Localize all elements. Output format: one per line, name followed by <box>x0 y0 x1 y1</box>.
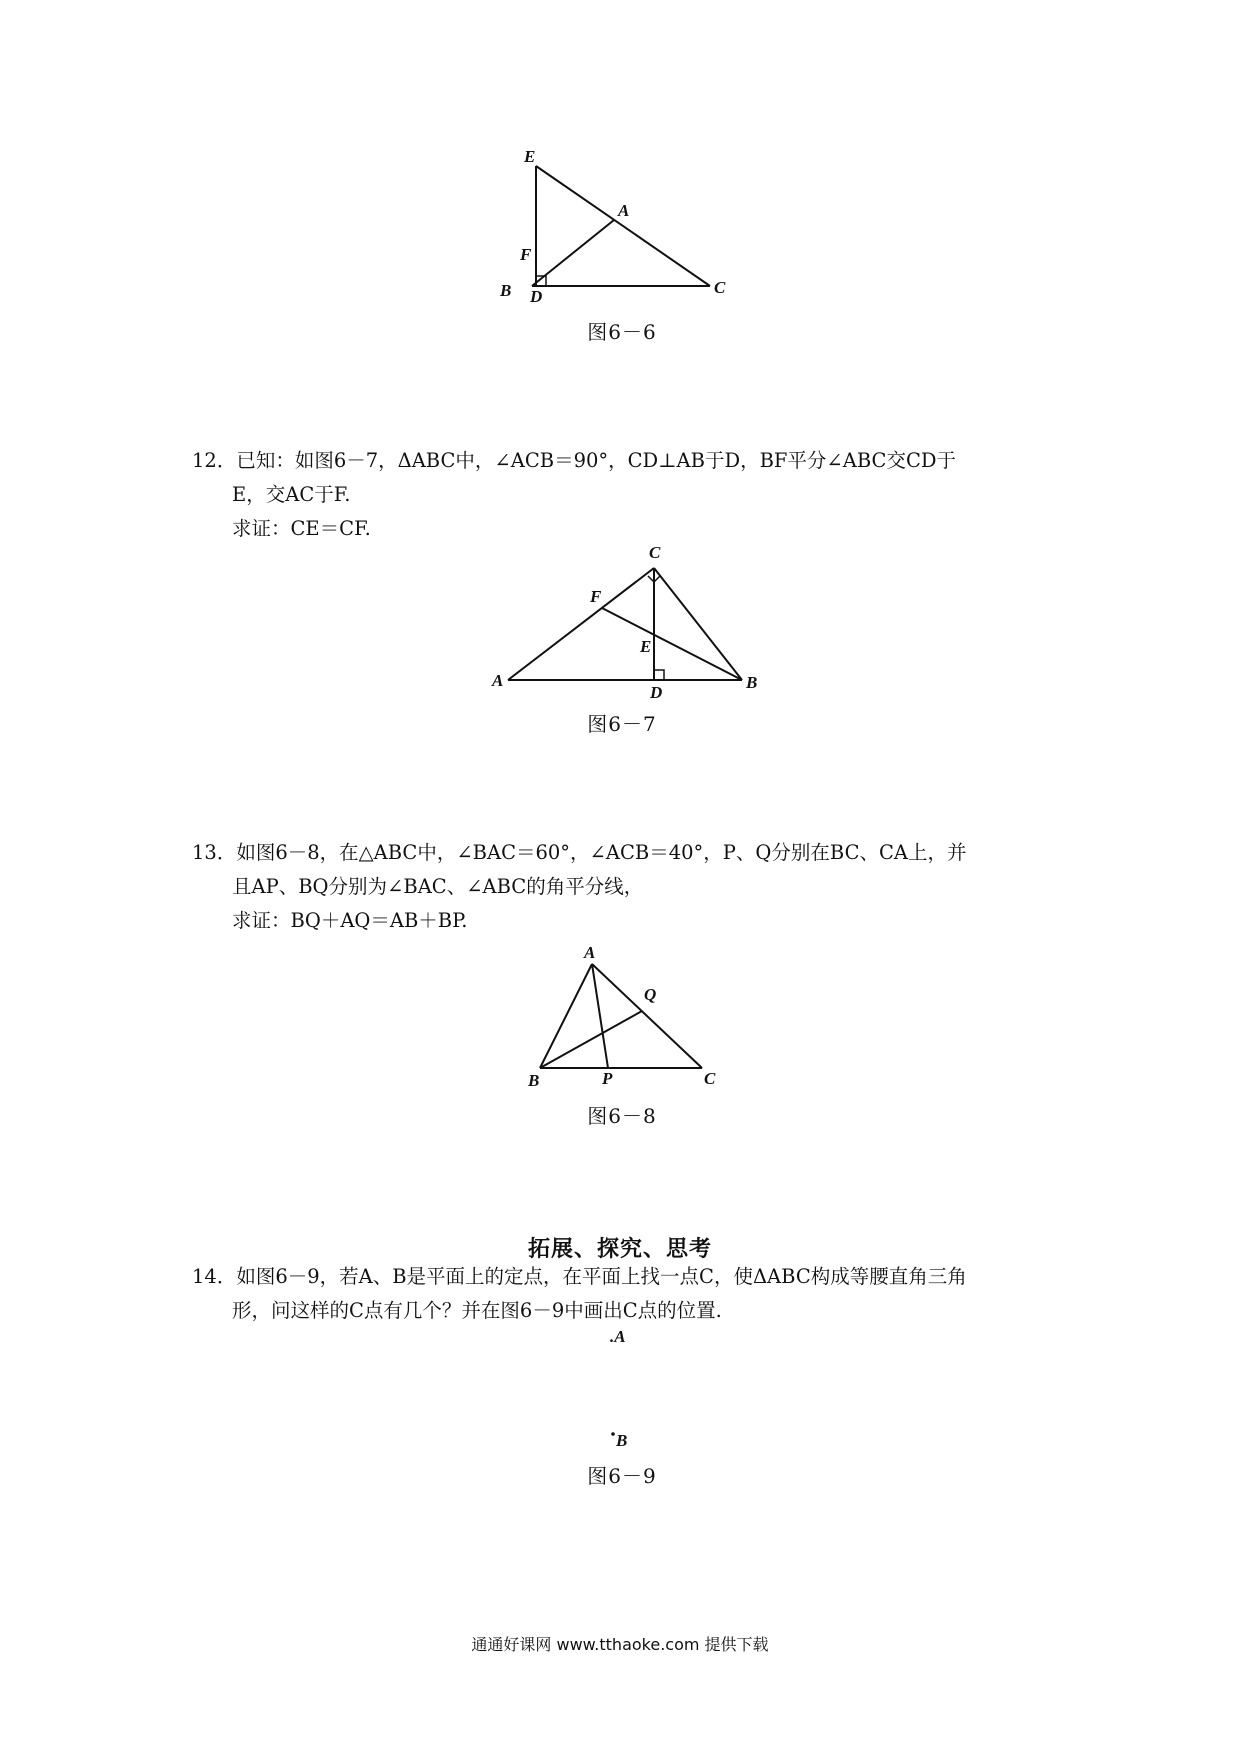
problem-13-line-2: 且AP、BQ分别为∠BAC、∠ABC的角平分线， <box>232 875 644 898</box>
section-heading: 拓展、探究、思考 <box>527 1237 712 1262</box>
label-P: P <box>602 1069 613 1088</box>
figure-6-6-caption: 图6－6 <box>587 320 657 344</box>
label-A: A <box>492 671 504 690</box>
segment-FB <box>602 608 742 680</box>
label-F: F <box>520 245 532 264</box>
label-E: E <box>640 637 652 656</box>
figure-6-8-diagram <box>522 943 732 1092</box>
label-C: C <box>704 1069 716 1088</box>
segment-AP <box>592 964 608 1068</box>
figure-6-6-diagram <box>500 147 750 306</box>
label-A: .A <box>610 1327 626 1346</box>
problem-13-line-1: 13．如图6－8，在△ABC中，∠BAC＝60°，∠ACB＝40°，P、Q分别在BC、CA上，并 <box>192 841 967 864</box>
label-B: B <box>528 1071 540 1090</box>
figure-6-9-diagram <box>600 1326 660 1456</box>
problem-12-line-2: E，交AC于F. <box>232 483 351 506</box>
page-footer: 通通好课网 www.tthaoke.com 提供下载 <box>471 1635 769 1654</box>
figure-6-8-caption: 图6－8 <box>587 1104 657 1128</box>
problem-12-line-3: 求证：CE＝CF. <box>232 517 371 540</box>
figure-6-8 <box>522 943 732 1092</box>
problem-14-line-2: 形，问这样的C点有几个？并在图6－9中画出C点的位置. <box>232 1299 722 1322</box>
problem-13 <box>192 836 1072 938</box>
figure-6-6 <box>500 147 750 306</box>
label-E: E <box>524 147 536 166</box>
segment-EC <box>536 166 710 286</box>
problem-12-line-1: 12．已知：如图6－7，ΔABC中，∠ACB＝90°，CD⊥AB于D，BF平分∠ABC交CD于 <box>192 449 957 472</box>
problem-13-line-3: 求证：BQ＋AQ＝AB＋BP. <box>232 909 468 932</box>
point-B <box>611 1432 615 1436</box>
label-D: D <box>530 287 543 306</box>
label-B: B <box>616 1431 628 1450</box>
label-C: C <box>649 543 661 562</box>
figure-6-9-caption: 图6－9 <box>587 1464 657 1488</box>
label-C: C <box>714 278 726 297</box>
problem-14-line-1: 14．如图6－9，若A、B是平面上的定点，在平面上找一点C，使ΔABC构成等腰直角三角 <box>192 1265 967 1288</box>
label-B: B <box>746 673 758 692</box>
right-angle-mark-D <box>654 670 664 680</box>
problem-14 <box>192 1260 1072 1328</box>
figure-6-7-diagram <box>490 543 770 704</box>
problem-12 <box>192 444 1072 546</box>
label-F: F <box>590 587 602 606</box>
label-Q: Q <box>644 985 657 1004</box>
label-A: A <box>584 943 596 962</box>
segment-AC <box>592 964 702 1068</box>
figure-6-7-caption: 图6－7 <box>587 712 657 736</box>
figure-6-7 <box>490 543 770 704</box>
segment-CB <box>654 568 742 680</box>
label-D: D <box>650 683 663 702</box>
figure-6-9 <box>600 1326 660 1456</box>
label-B: B <box>500 281 512 300</box>
label-A: A <box>618 201 630 220</box>
